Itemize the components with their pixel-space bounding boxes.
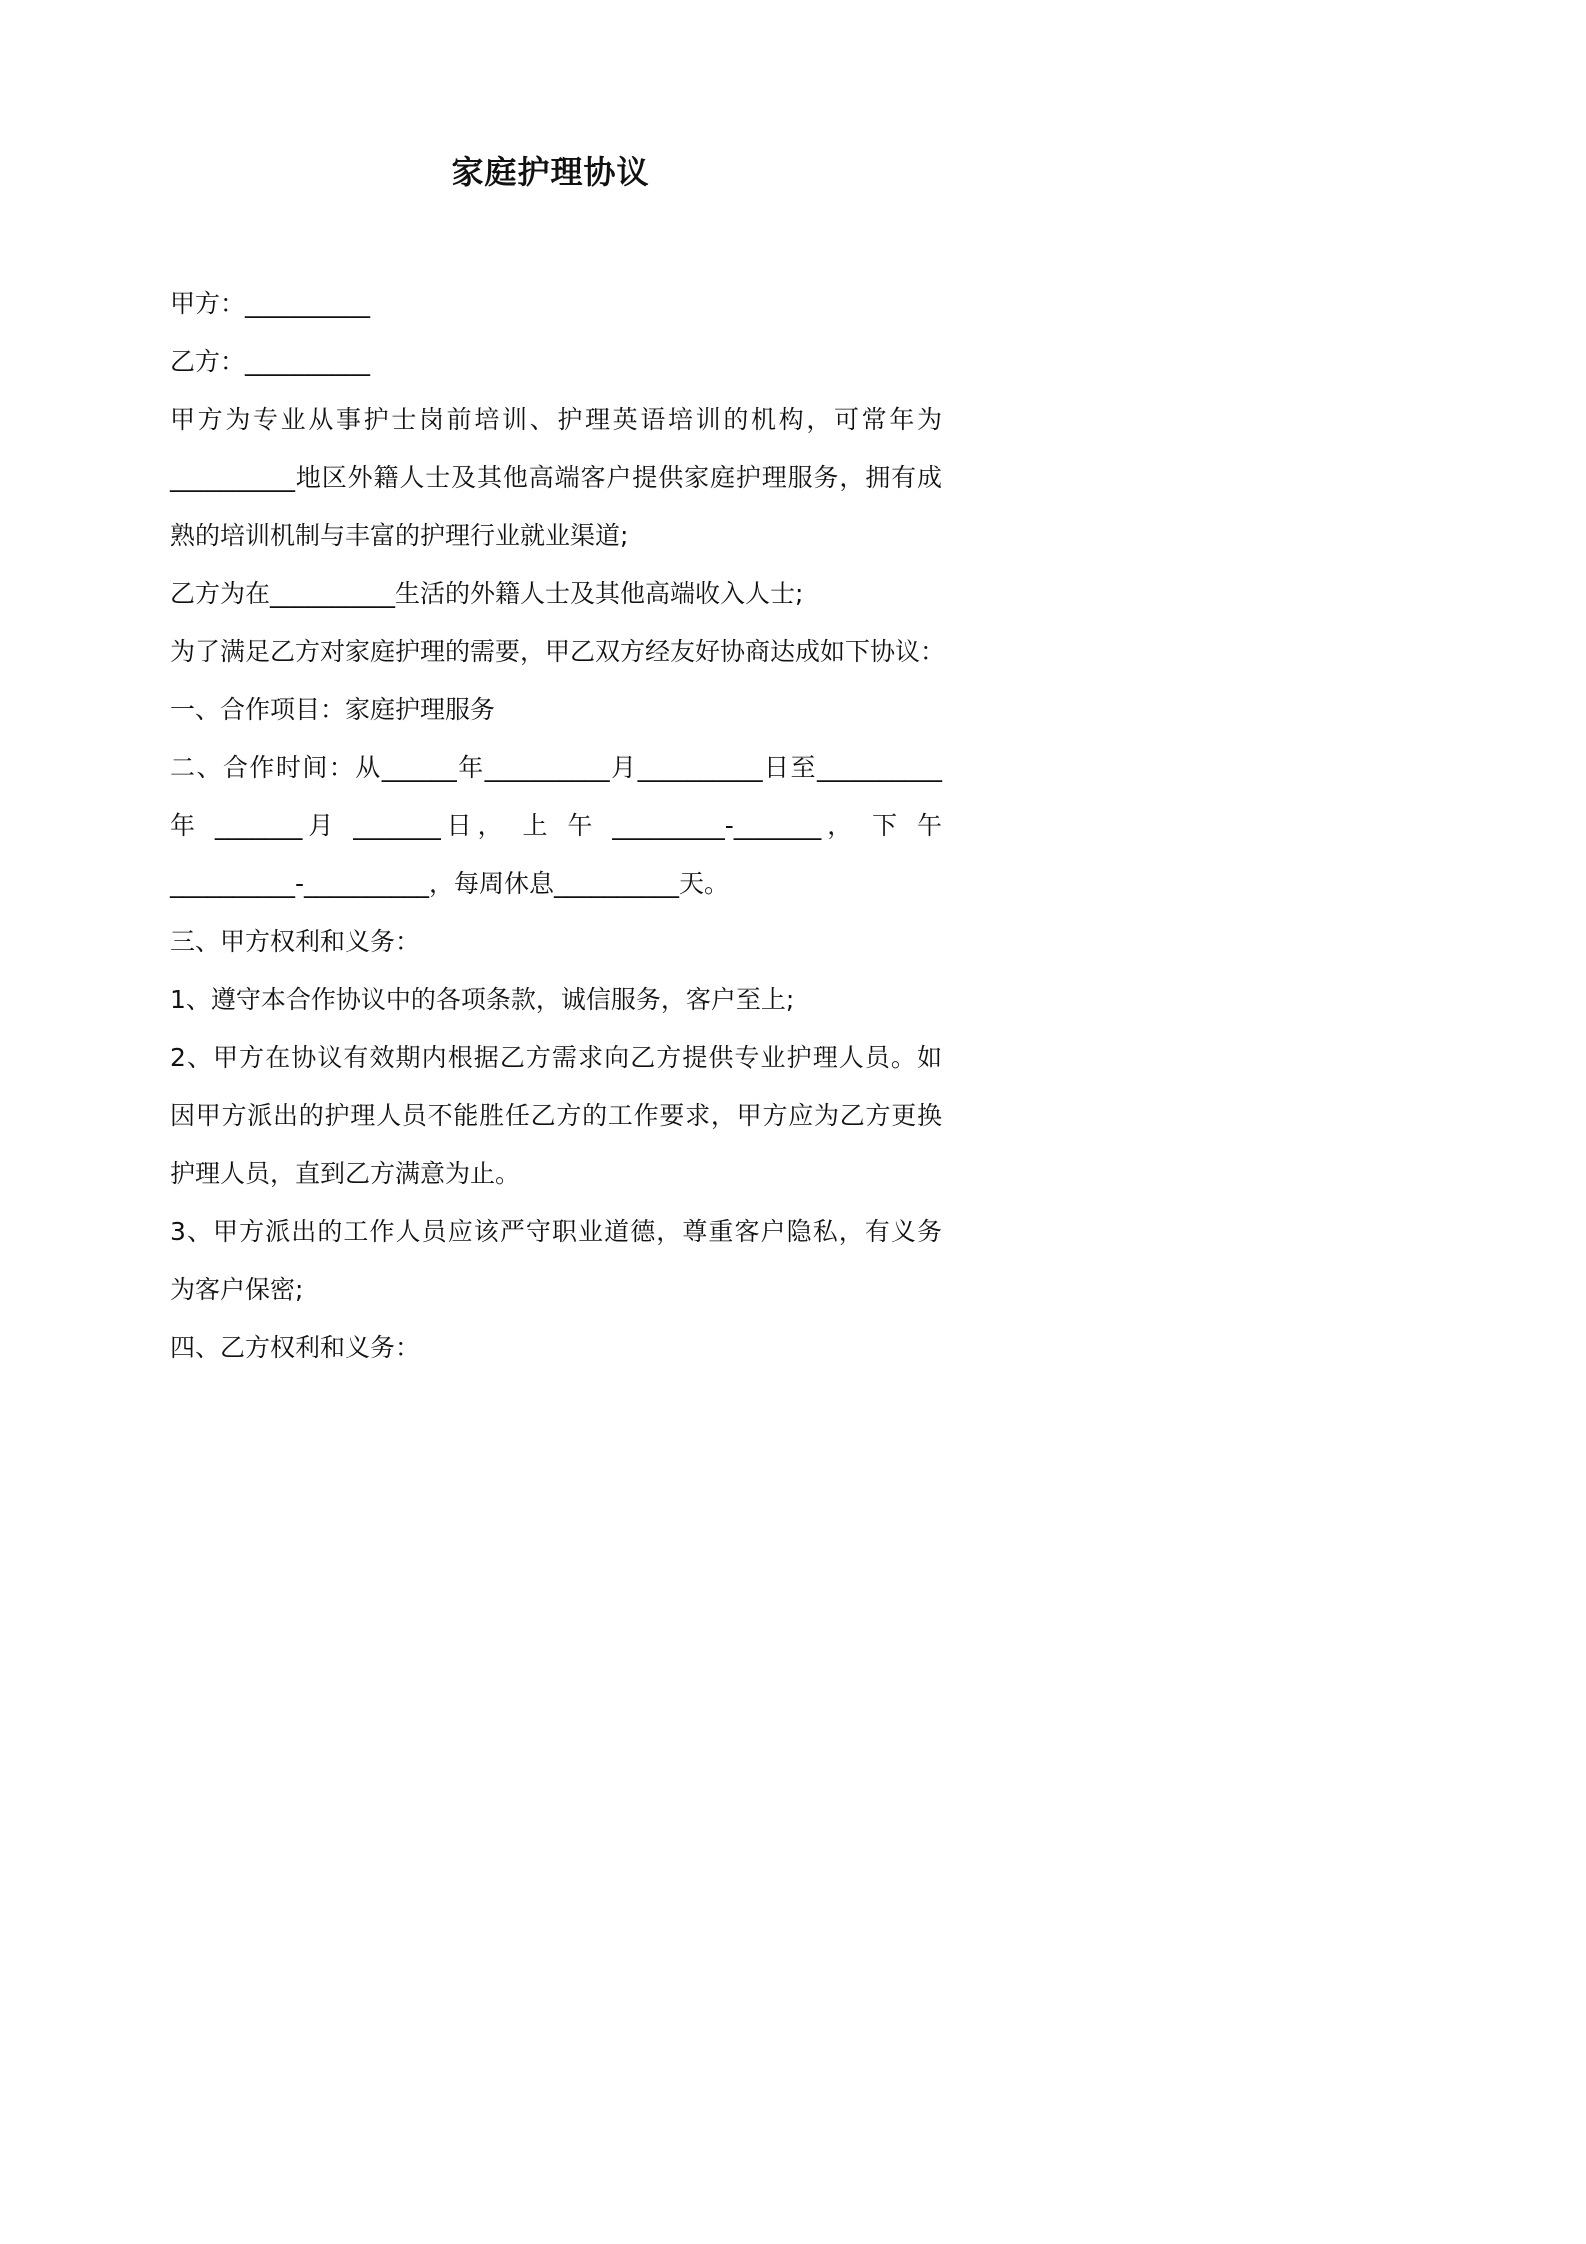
section-heading: 四、乙方权利和义务： bbox=[170, 1333, 421, 1362]
clause-line: 1、遵守本合作协议中的各项条款，诚信服务，客户至上; bbox=[170, 985, 795, 1014]
paragraph-line: 乙方为在__________生活的外籍人士及其他高端收入人士; bbox=[170, 579, 804, 608]
clause-line: 3、甲方派出的工作人员应该严守职业道德，尊重客户隐私，有义务 bbox=[170, 1217, 942, 1246]
clause-line: 因甲方派出的护理人员不能胜任乙方的工作要求，甲方应为乙方更换 bbox=[170, 1101, 942, 1130]
party-b-line: 乙方：__________ bbox=[170, 347, 371, 376]
section-heading: 三、甲方权利和义务： bbox=[170, 927, 421, 956]
section-heading: 一、合作项目：家庭护理服务 bbox=[170, 695, 496, 724]
paragraph-line: __________地区外籍人士及其他高端客户提供家庭护理服务，拥有成 bbox=[170, 463, 942, 492]
paragraph-line: 为了满足乙方对家庭护理的需要，甲乙双方经友好协商达成如下协议： bbox=[170, 637, 946, 666]
paragraph-line: 甲方为专业从事护士岗前培训、护理英语培训的机构，可常年为 bbox=[170, 405, 942, 434]
clause-line: 为客户保密; bbox=[170, 1275, 304, 1304]
paragraph-line: 熟的培训机制与丰富的护理行业就业渠道; bbox=[170, 521, 629, 550]
document-title: 家庭护理协议 bbox=[451, 153, 650, 191]
document-page bbox=[0, 0, 1101, 1558]
clause-line: 2、甲方在协议有效期内根据乙方需求向乙方提供专业护理人员。如 bbox=[170, 1043, 942, 1072]
party-a-line: 甲方：__________ bbox=[170, 289, 371, 318]
paragraph-line: 二、合作时间：从______年__________月__________日至__________ bbox=[170, 753, 942, 782]
clause-line: 护理人员，直到乙方满意为止。 bbox=[170, 1159, 521, 1188]
paragraph-line: 年 _______月 _______日， 上 午 _________-_______， 下 午 bbox=[170, 811, 942, 840]
paragraph-line: __________-__________，每周休息__________天。 bbox=[170, 869, 730, 898]
